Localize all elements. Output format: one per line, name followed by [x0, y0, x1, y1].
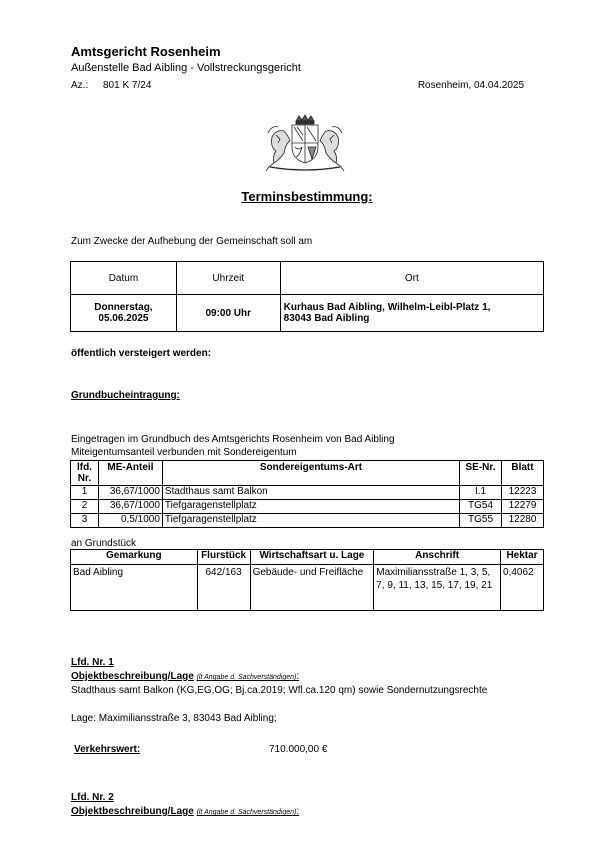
intro-text: Zum Zwecke der Aufhebung der Gemeinschaft soll am [71, 236, 313, 247]
item2-objekt-note: (lt Angabe d. Sachverständigen) [196, 809, 297, 816]
cell-me: 0,5/1000 [98, 514, 162, 528]
appointment-place-line1: Kurhaus Bad Aibling, Wilhelm-Leibl-Platz 1, [283, 302, 491, 313]
col-lfd-line1: lfd. [76, 462, 92, 473]
cell-me: 36,67/1000 [98, 500, 162, 514]
item1-objekt-colon: : [296, 671, 300, 682]
cell-lfd: 2 [71, 500, 99, 514]
court-name: Amtsgericht Rosenheim [71, 44, 221, 59]
col-blatt: Blatt [502, 461, 544, 486]
col-hektar: Hektar [501, 550, 544, 565]
cell-senr: I.1 [460, 486, 502, 500]
item2-objekt-line [71, 806, 299, 817]
col-lfd [71, 461, 99, 486]
document-title: Terminsbestimmung: [241, 189, 373, 204]
appointment-time: 09:00 Uhr [176, 295, 280, 332]
appointment-weekday: Donnerstag, [94, 302, 153, 313]
table-row [71, 500, 544, 514]
col-gemarkung: Gemarkung [71, 550, 198, 565]
col-flurstueck: Flurstück [197, 550, 250, 565]
cell-art: Stadthaus samt Balkon [162, 486, 459, 500]
cell-art: Tiefgaragenstellplatz [162, 514, 459, 528]
item1-verkehrswert-value: 710.000,00 € [269, 744, 328, 755]
appointment-place [280, 295, 543, 332]
item1-objekt-note: (lt Angabe d. Sachverständigen) [196, 674, 297, 681]
case-number-label: Az.: [71, 80, 89, 91]
ownership-table [70, 460, 544, 528]
item1-heading: Lfd. Nr. 1 [71, 657, 114, 668]
item2-heading: Lfd. Nr. 2 [71, 792, 114, 803]
table-row [71, 486, 544, 500]
bavarian-coat-of-arms-seal-icon [262, 113, 348, 173]
appointment-date [71, 295, 177, 332]
plot-table [70, 549, 544, 611]
col-se-art: Sondereigentums-Art [162, 461, 459, 486]
cell-hektar: 0,4062 [501, 565, 544, 611]
item1-objekt-line [71, 671, 299, 682]
item1-description: Stadthaus samt Balkon (KG,EG,OG; Bj.ca.2019; Wfl.ca.120 qm) sowie Sondernutzungsrechte [71, 685, 488, 696]
col-se-nr: SE-Nr. [460, 461, 502, 486]
case-number: 801 K 7/24 [103, 80, 152, 91]
appointment-table [70, 261, 544, 332]
item1-objekt-label: Objektbeschreibung/Lage [71, 671, 194, 682]
col-wirtschaftsart: Wirtschaftsart u. Lage [250, 550, 374, 565]
col-anschrift: Anschrift [374, 550, 501, 565]
cell-senr: TG54 [460, 500, 502, 514]
cell-lfd: 1 [71, 486, 99, 500]
an-grundstueck-label: an Grundstück [71, 538, 137, 549]
grundbuch-intro-line2: Miteigentumsanteil verbunden mit Sondereigentum [71, 447, 297, 458]
cell-art: Tiefgaragenstellplatz [162, 500, 459, 514]
cell-blatt: 12280 [502, 514, 544, 528]
col-me-anteil: ME-Anteil [98, 461, 162, 486]
grundbuch-intro-line1: Eingetragen im Grundbuch des Amtsgerichts Rosenheim von Bad Aibling [71, 434, 395, 445]
grundbuch-intro [71, 433, 395, 459]
cell-blatt: 12279 [502, 500, 544, 514]
header-uhrzeit: Uhrzeit [176, 262, 280, 295]
item2-objekt-label: Objektbeschreibung/Lage [71, 806, 194, 817]
grundbuch-heading: Grundbucheintragung: [71, 390, 180, 401]
header-ort: Ort [280, 262, 543, 295]
table-row [71, 514, 544, 528]
cell-lfd: 3 [71, 514, 99, 528]
cell-wirtschaftsart: Gebäude- und Freifläche [250, 565, 374, 611]
cell-anschrift: Maximiliansstraße 1, 3, 5, 7, 9, 11, 13, 15, 17, 19, 21 [374, 565, 501, 611]
table-row [71, 565, 544, 611]
item2-objekt-colon: : [296, 806, 300, 817]
header-datum: Datum [71, 262, 177, 295]
cell-me: 36,67/1000 [98, 486, 162, 500]
item1-lage: Lage: Maximiliansstraße 3, 83043 Bad Aibling; [71, 713, 277, 724]
col-lfd-line2: Nr. [77, 473, 92, 484]
auction-statement: öffentlich versteigert werden: [71, 348, 212, 359]
court-branch: Außenstelle Bad Aibling - Vollstreckungsgericht [71, 62, 301, 74]
appointment-date-value: 05.06.2025 [98, 313, 149, 324]
cell-gemarkung: Bad Aibling [71, 565, 198, 611]
appointment-place-line2: 83043 Bad Aibling [283, 313, 370, 324]
cell-flurstueck: 642/163 [197, 565, 250, 611]
cell-blatt: 12223 [502, 486, 544, 500]
item1-verkehrswert-label: Verkehrswert: [74, 744, 141, 755]
place-date: Rosenheim, 04.04.2025 [417, 80, 524, 91]
cell-senr: TG55 [460, 514, 502, 528]
